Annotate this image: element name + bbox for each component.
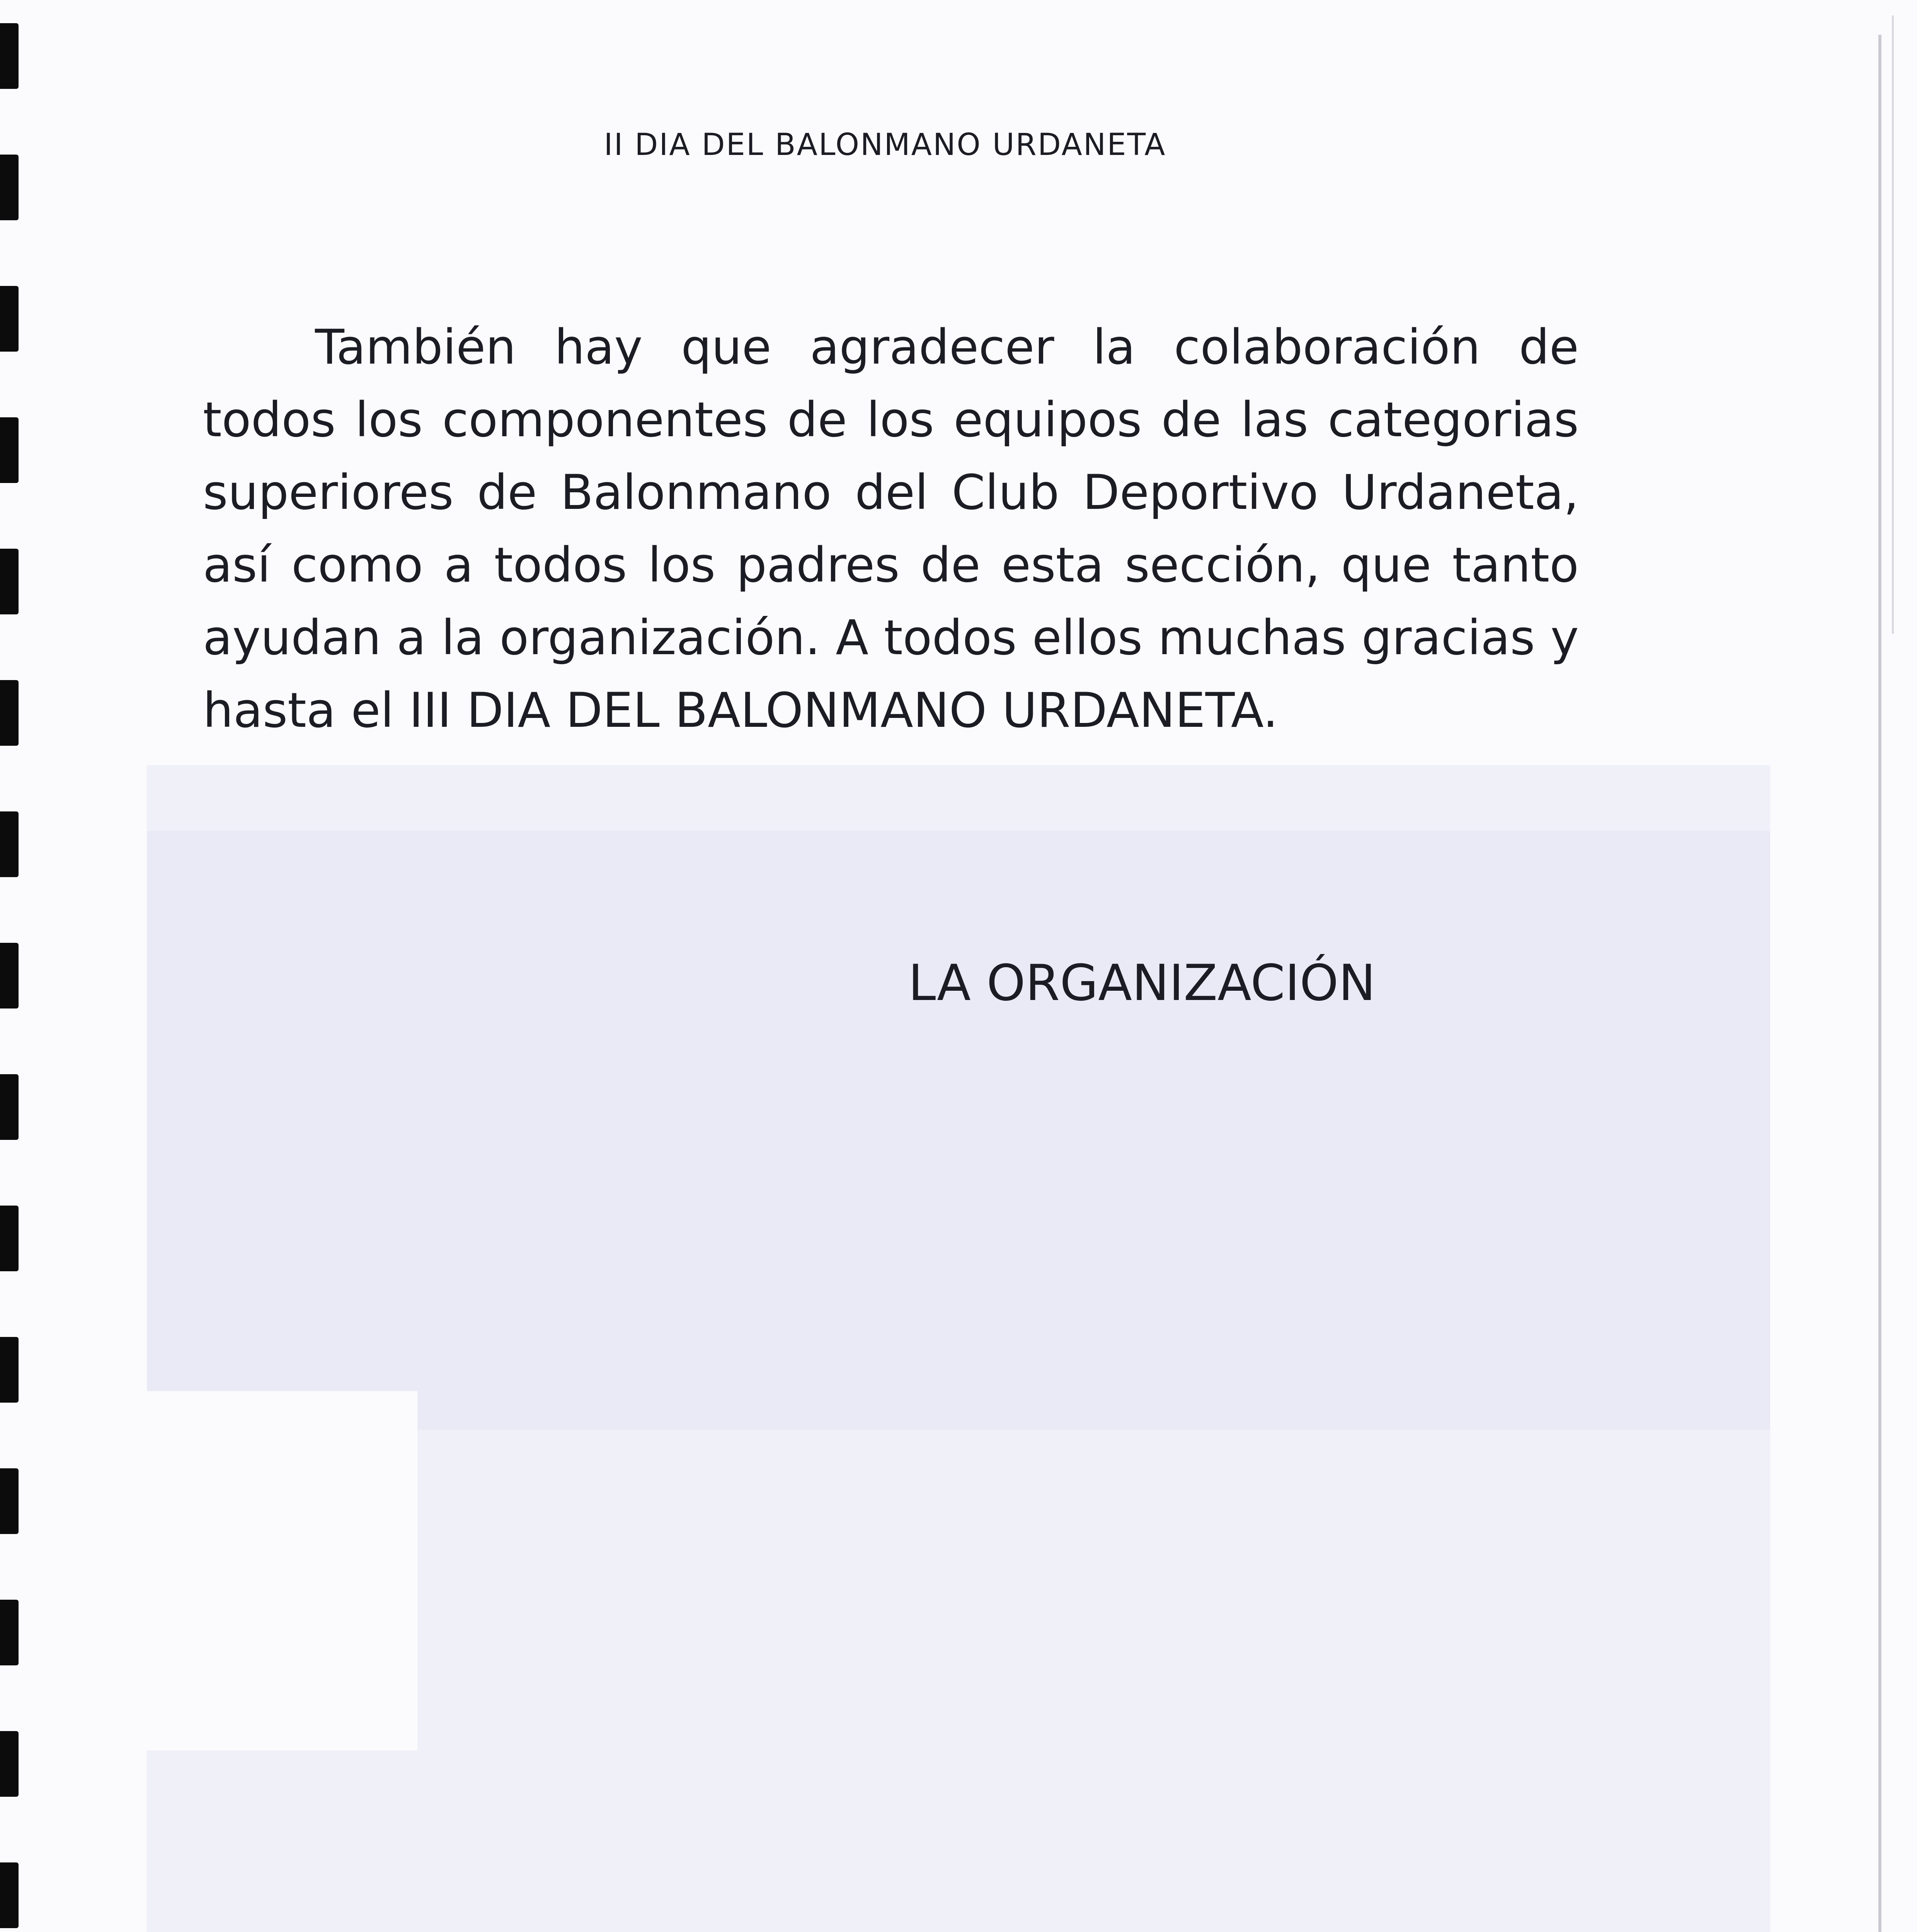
- page-header: II DIA DEL BALONMANO URDANETA: [604, 128, 1166, 162]
- binding-hole: [0, 286, 19, 352]
- body-paragraph: También hay que agradecer la colaboración de todos los componentes de los equipos de las categorias superiores de Balonmano del Club Deportivo Urdaneta, así como a todos los padres de esta sección, que tanto ayudan a la organización. A todos ellos muchas gracias y hasta el III DIA DEL BALONMANO URDANETA.: [203, 320, 1579, 738]
- binding-hole: [0, 1600, 19, 1665]
- binding-hole: [0, 417, 19, 483]
- page-edge-shadow: [1878, 35, 1881, 1932]
- binding-hole: [0, 1862, 19, 1928]
- binding-hole: [0, 943, 19, 1009]
- reverse-side-gap: [147, 1391, 417, 1750]
- binding-hole: [0, 811, 19, 877]
- spiral-binding: [0, 0, 31, 1932]
- binding-hole: [0, 1206, 19, 1271]
- binding-hole: [0, 1731, 19, 1797]
- signature: LA ORGANIZACIÓN: [908, 954, 1376, 1012]
- binding-hole: [0, 23, 19, 89]
- binding-hole: [0, 549, 19, 614]
- page-edge-shadow: [1892, 15, 1894, 634]
- binding-hole: [0, 1468, 19, 1534]
- binding-hole: [0, 680, 19, 746]
- binding-hole: [0, 1337, 19, 1403]
- reverse-side-text-shadow: [147, 831, 1770, 1430]
- binding-hole: [0, 1074, 19, 1140]
- binding-hole: [0, 155, 19, 220]
